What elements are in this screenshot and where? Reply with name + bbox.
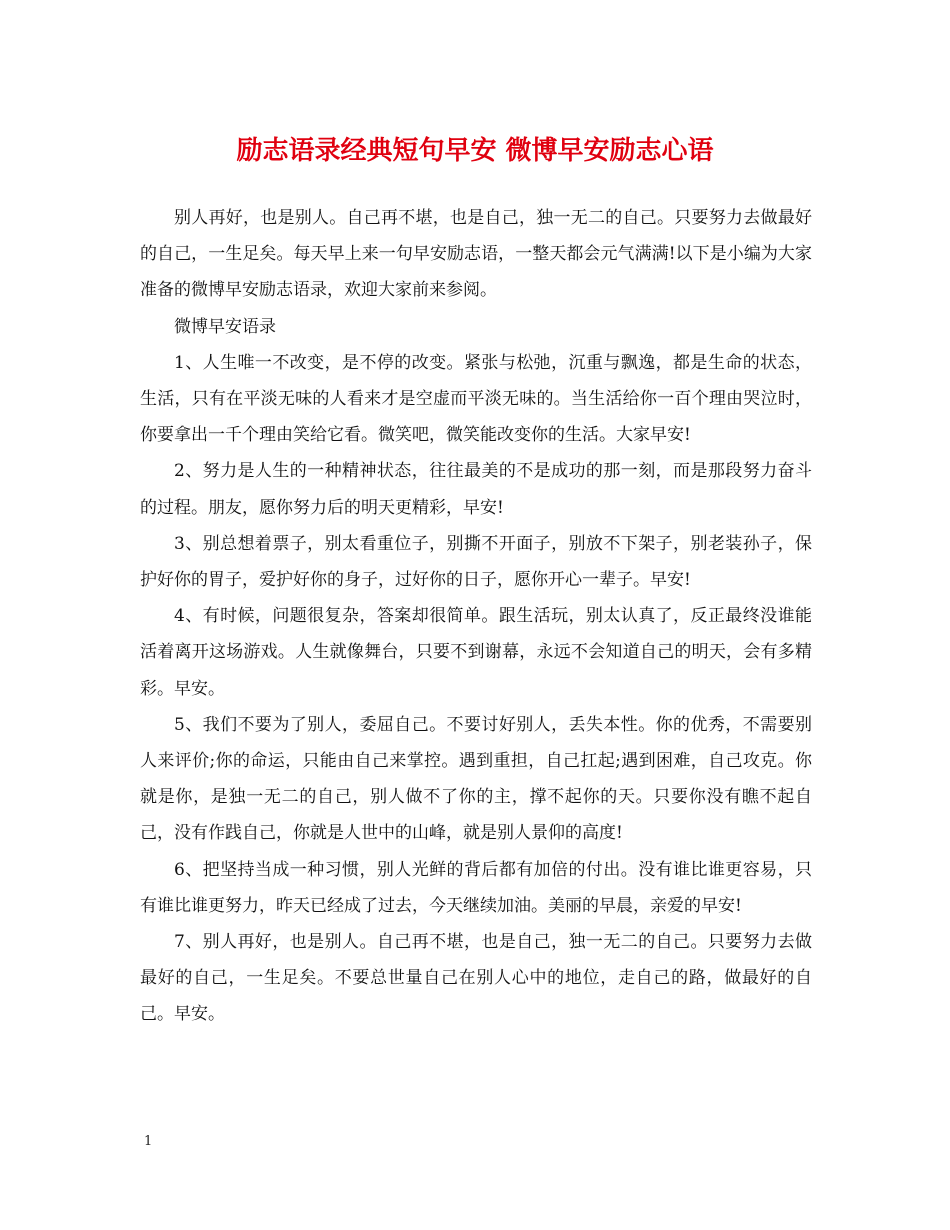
document-title: 励志语录经典短句早安 微博早安励志心语	[236, 136, 714, 166]
section-heading: 微博早安语录	[174, 316, 276, 337]
quote-paragraph-5: 5、我们不要为了别人，委屈自己。不要讨好别人，丢失本性。你的优秀，不需要别人来评价;你的命运，只能由自己来掌控。遇到重担，自己扛起;遇到困难，自己攻克。你就是你，是独一无二的自己，别人做不了你的主，撑不起你的天。只要你没有瞧不起自己，没有作践自己，你就是人世中的山峰，就是别人景仰的高度!	[140, 714, 812, 844]
quote-paragraph-4: 4、有时候，问题很复杂，答案却很简单。跟生活玩，别太认真了，反正最终没谁能活着离开这场游戏。人生就像舞台，只要不到谢幕，永远不会知道自己的明天，会有多精彩。早安。	[140, 606, 812, 699]
intro-paragraph: 别人再好，也是别人。自己再不堪，也是自己，独一无二的自己。只要努力去做最好的自己，一生足矣。每天早上来一句早安励志语，一整天都会元气满满!以下是小编为大家准备的微博早安励志语录，欢迎大家前来参阅。	[140, 208, 812, 301]
quote-paragraph-3: 3、别总想着票子，别太看重位子，别撕不开面子，别放不下架子，别老装孙子，保护好你的胃子，爱护好你的身子，过好你的日子，愿你开心一辈子。早安!	[140, 533, 812, 591]
quote-paragraph-7: 7、别人再好，也是别人。自己再不堪，也是自己，独一无二的自己。只要努力去做最好的自己，一生足矣。不要总世量自己在别人心中的地位，走自己的路，做最好的自己。早安。	[140, 932, 812, 1025]
page-number: 1	[144, 1134, 153, 1149]
quote-paragraph-1: 1、人生唯一不改变，是不停的改变。紧张与松弛，沉重与飘逸，都是生命的状态，生活，只有在平淡无味的人看来才是空虚而平淡无味的。当生活给你一百个理由哭泣时，你要拿出一千个理由笑给它看。微笑吧，微笑能改变你的生活。大家早安!	[140, 352, 812, 446]
quote-paragraph-2: 2、努力是人生的一种精神状态，往往最美的不是成功的那一刻，而是那段努力奋斗的过程。朋友，愿你努力后的明天更精彩，早安!	[140, 461, 812, 518]
quote-paragraph-6: 6、把坚持当成一种习惯，别人光鲜的背后都有加倍的付出。没有谁比谁更容易，只有谁比谁更努力，昨天已经成了过去，今天继续加油。美丽的早晨，亲爱的早安!	[140, 859, 812, 916]
document-body	[140, 200, 812, 1033]
